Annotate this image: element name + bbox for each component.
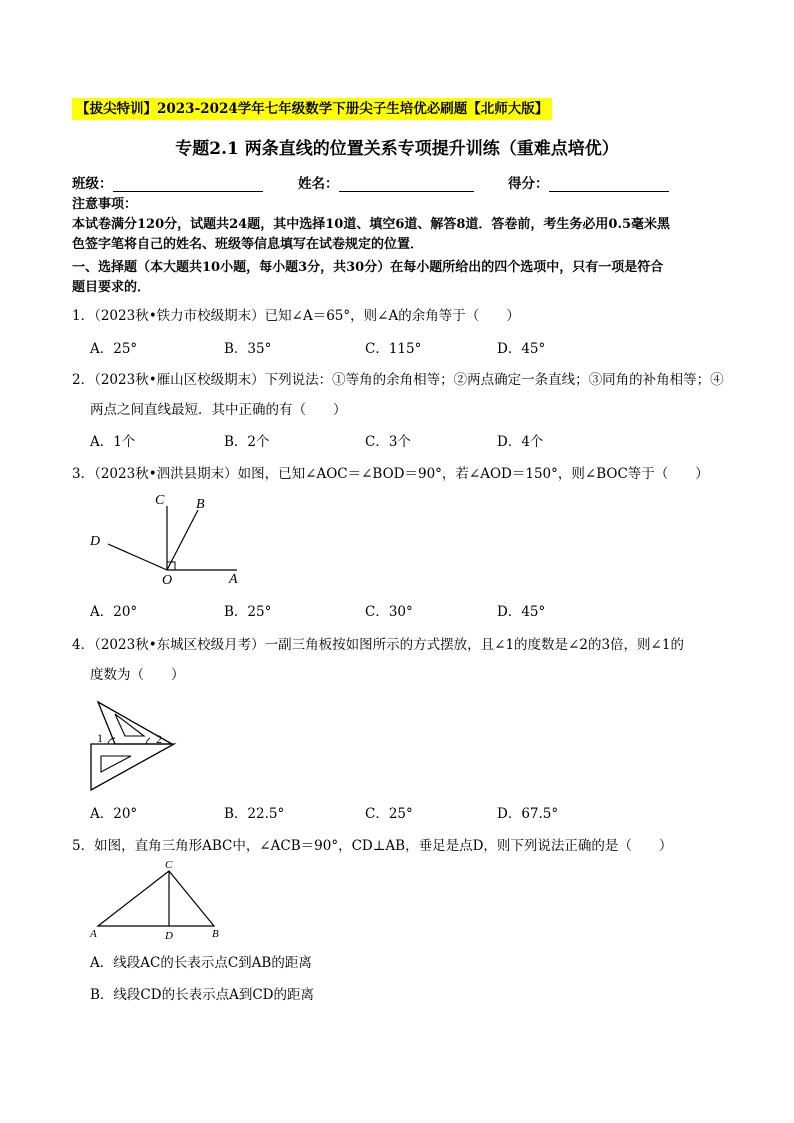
label-c: C	[155, 493, 165, 508]
label-d: D	[165, 930, 173, 942]
question-stem-cont: 度数为（ ）	[90, 667, 185, 683]
option-a[interactable]: A．25°	[90, 341, 138, 357]
option-c[interactable]: C．25°	[365, 806, 413, 822]
question-stem: 4．（2023秋•东城区校级月考）一副三角板按如图所示的方式摆放，且∠1的度数是∠2的3倍，则∠1的	[72, 637, 684, 653]
question-stem: 2．（2023秋•雁山区校级期末）下列说法：①等角的余角相等；②两点确定一条直线；③同角的补角相等；④	[72, 372, 724, 388]
option-b[interactable]: B．2个	[224, 434, 270, 450]
angle-figure	[85, 488, 255, 588]
label-c: C	[165, 859, 173, 871]
question-stem: 5．如图，直角三角形ABC中，∠ACB＝90°，CD⊥AB，垂足是点D，则下列说法正确的是（ ）	[72, 838, 673, 854]
notice-heading: 注意事项：	[72, 197, 138, 212]
class-blank[interactable]	[113, 177, 263, 192]
label-o: O	[162, 573, 173, 588]
class-field	[72, 172, 263, 192]
option-b[interactable]: B．22.5°	[224, 806, 285, 822]
option-b[interactable]: B．25°	[224, 604, 272, 620]
option-c[interactable]: C．30°	[365, 604, 413, 620]
option-d[interactable]: D．45°	[497, 604, 546, 620]
label-d: D	[90, 534, 101, 549]
name-label: 姓名：	[298, 176, 339, 192]
label-a: A	[229, 572, 238, 587]
section-heading: 题目要求的．	[72, 280, 151, 295]
option-a[interactable]: A．20°	[90, 806, 138, 822]
series-banner: 【拔尖特训】2023-2024学年七年级数学下册尖子生培优必刷题【北师大版】	[72, 98, 552, 120]
section-heading: 一、选择题（本大题共10小题，每小题3分，共30分）在每小题所给出的四个选项中，只有一项是符合	[72, 260, 664, 275]
option-d[interactable]: D．4个	[497, 434, 544, 450]
score-label: 得分：	[508, 176, 549, 192]
label-b: B	[196, 497, 205, 512]
option-d[interactable]: D．45°	[497, 341, 546, 357]
name-field	[298, 172, 474, 192]
question-stem: 3．（2023秋•泗洪县期末）如图，已知∠AOC＝∠BOD＝90°，若∠AOD＝150°，则∠BOC等于（ ）	[72, 466, 709, 482]
option-c[interactable]: C．3个	[365, 434, 411, 450]
label-b: B	[212, 928, 219, 940]
question-stem: 1．（2023秋•铁力市校级期末）已知∠A＝65°，则∠A的余角等于（ ）	[72, 308, 520, 324]
option-d[interactable]: D．67.5°	[497, 806, 559, 822]
triangles-figure	[88, 690, 188, 796]
notice-line: 色签字笔将自己的姓名、班级等信息填写在试卷规定的位置．	[72, 237, 424, 252]
name-blank[interactable]	[339, 177, 474, 192]
option-a[interactable]: A．20°	[90, 604, 138, 620]
option-a[interactable]: A．1个	[90, 434, 136, 450]
score-blank[interactable]	[549, 177, 669, 192]
right-triangle-figure	[86, 856, 226, 942]
angle-2-label: 2	[156, 732, 162, 746]
angle-1-label: 1	[97, 731, 103, 745]
notice-line: 本试卷满分120分，试题共24题，其中选择10道、填空6道、解答8道．答卷前，考生务必用0.5毫米黑	[72, 217, 671, 232]
option-c[interactable]: C．115°	[365, 341, 422, 357]
label-a: A	[90, 928, 97, 940]
class-label: 班级：	[72, 176, 113, 192]
page-title: 专题2.1 两条直线的位置关系专项提升训练（重难点培优）	[175, 139, 619, 159]
score-field	[508, 172, 669, 192]
option-a[interactable]: A．线段AC的长表示点C到AB的距离	[90, 955, 312, 971]
option-b[interactable]: B．35°	[224, 341, 272, 357]
option-b[interactable]: B．线段CD的长表示点A到CD的距离	[90, 987, 314, 1003]
question-stem-cont: 两点之间直线最短．其中正确的有（ ）	[90, 402, 347, 418]
